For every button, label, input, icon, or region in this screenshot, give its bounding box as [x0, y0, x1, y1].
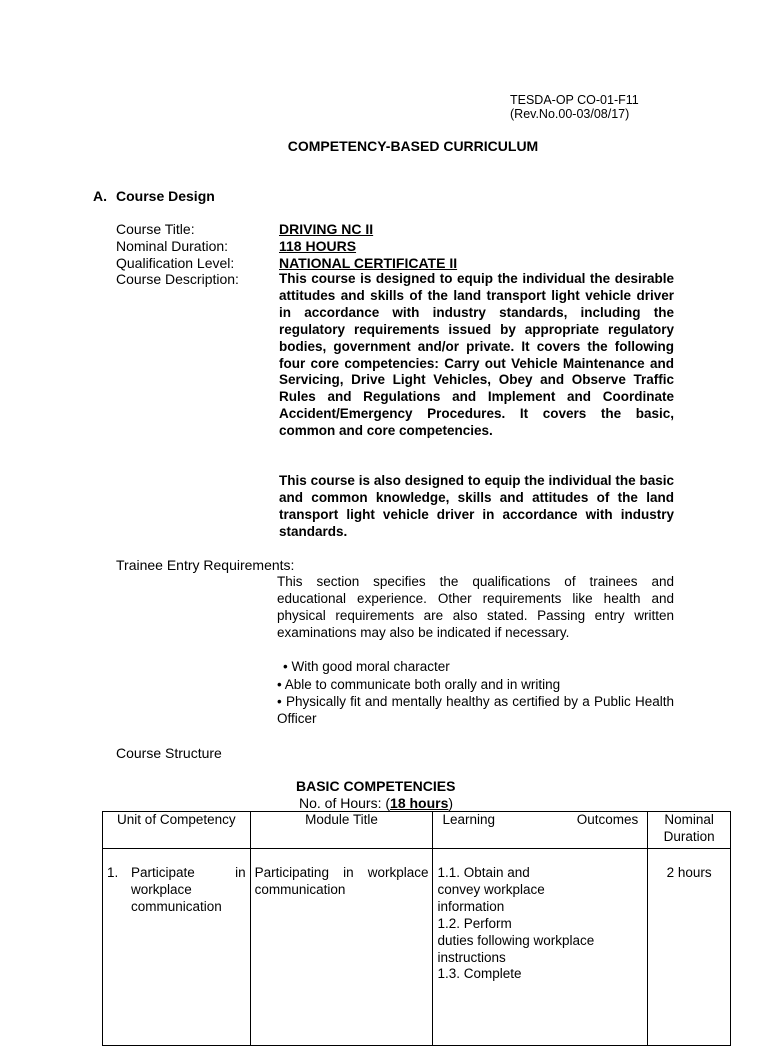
hours-suffix: )	[448, 795, 454, 811]
header-nominal-duration: Nominal Duration	[648, 812, 731, 849]
learning-outcome-line: convey workplace	[437, 881, 545, 897]
unit-number: 1.	[107, 865, 119, 880]
page-title: COMPETENCY-BASED CURRICULUM	[287, 138, 539, 154]
course-structure-label: Course Structure	[116, 745, 222, 761]
bullet-icon: •	[283, 659, 292, 674]
course-title-label: Course Title:	[116, 221, 195, 237]
header-outcomes-word: Outcomes	[576, 812, 639, 827]
section-title: Course Design	[116, 188, 215, 204]
document-reference	[510, 93, 639, 121]
qualification-level-value: NATIONAL CERTIFICATE II	[279, 255, 458, 271]
requirement-text: With good moral character	[291, 659, 450, 674]
learning-outcomes-cell	[433, 849, 648, 1046]
basic-competencies-table	[102, 811, 731, 1046]
learning-outcome-line: 1.1. Obtain and	[437, 865, 530, 880]
requirement-bullet-2	[277, 677, 674, 694]
course-description-label: Course Description:	[116, 271, 239, 287]
nominal-duration-value: 118 HOURS	[279, 238, 357, 254]
hours-value: 18 hours	[390, 795, 449, 811]
revision-number: (Rev.No.00-03/08/17)	[510, 107, 630, 121]
requirement-bullet-3	[277, 694, 674, 728]
nominal-duration-cell: 2 hours	[648, 849, 731, 1046]
header-learning-word: Learning	[442, 812, 496, 827]
learning-outcome-line: information	[437, 898, 505, 914]
unit-name: Participate in workplace communication	[131, 865, 246, 914]
header-module-title: Module Title	[250, 812, 433, 849]
course-description-paragraph-1: This course is designed to equip the individual the desirable attitudes and skills of the land transport light vehicle driver in accordance with industry standards, including the regulatory requirements issued by appropriate regulatory bodies, government and/or private. It covers the following four core competencies: Carry out Vehicle Maintenance and Servicing, Drive Light Vehicles, Obey and Observe Traffic Rules and Regulations and Implement and Coordinate Accident/Emergency Procedures. It covers the basic, common and core competencies.	[279, 271, 674, 439]
nominal-duration-label: Nominal Duration:	[116, 238, 229, 254]
trainee-requirements-label: Trainee Entry Requirements:	[116, 557, 295, 573]
requirement-bullet-1	[283, 659, 674, 676]
hours-prefix: No. of Hours: (	[299, 795, 391, 811]
learning-outcome-line: 1.3. Complete	[437, 966, 522, 982]
requirement-text: Physically fit and mentally healthy as certified by a Public Health Officer	[277, 694, 674, 726]
requirement-text: Able to communicate both orally and in writing	[284, 677, 561, 692]
section-heading	[93, 188, 215, 204]
table-row	[103, 849, 731, 1046]
table-header-row	[103, 812, 731, 849]
header-unit-of-competency: Unit of Competency	[103, 812, 251, 849]
bullet-icon: •	[277, 694, 286, 709]
unit-of-competency-cell	[103, 849, 251, 1046]
header-learning-outcomes	[433, 812, 648, 849]
learning-outcome-line: duties following workplace instructions	[437, 932, 595, 965]
basic-competencies-title: BASIC COMPETENCIES	[296, 778, 456, 794]
bullet-icon: •	[277, 677, 285, 692]
course-title-value: DRIVING NC II	[279, 221, 374, 237]
learning-outcome-line: 1.2. Perform	[437, 915, 512, 931]
module-title-cell	[250, 849, 433, 1046]
section-letter: A.	[93, 188, 107, 204]
module-name: Participating in workplace communication	[254, 865, 429, 897]
form-code: TESDA-OP CO-01-F11	[510, 93, 639, 107]
qualification-level-label: Qualification Level:	[116, 255, 235, 271]
course-description-paragraph-2: This course is also designed to equip the individual the basic and common knowledge, skills and attitudes of the land transport light vehicle driver in accordance with industry standards.	[279, 473, 674, 539]
trainee-requirements-intro: This section specifies the qualifications of trainees and educational experience. Other requirements like health and physical requirements are also stated. Passing entry written examinations may also be indicated if necessary.	[277, 574, 674, 640]
basic-competencies-hours	[299, 795, 453, 811]
